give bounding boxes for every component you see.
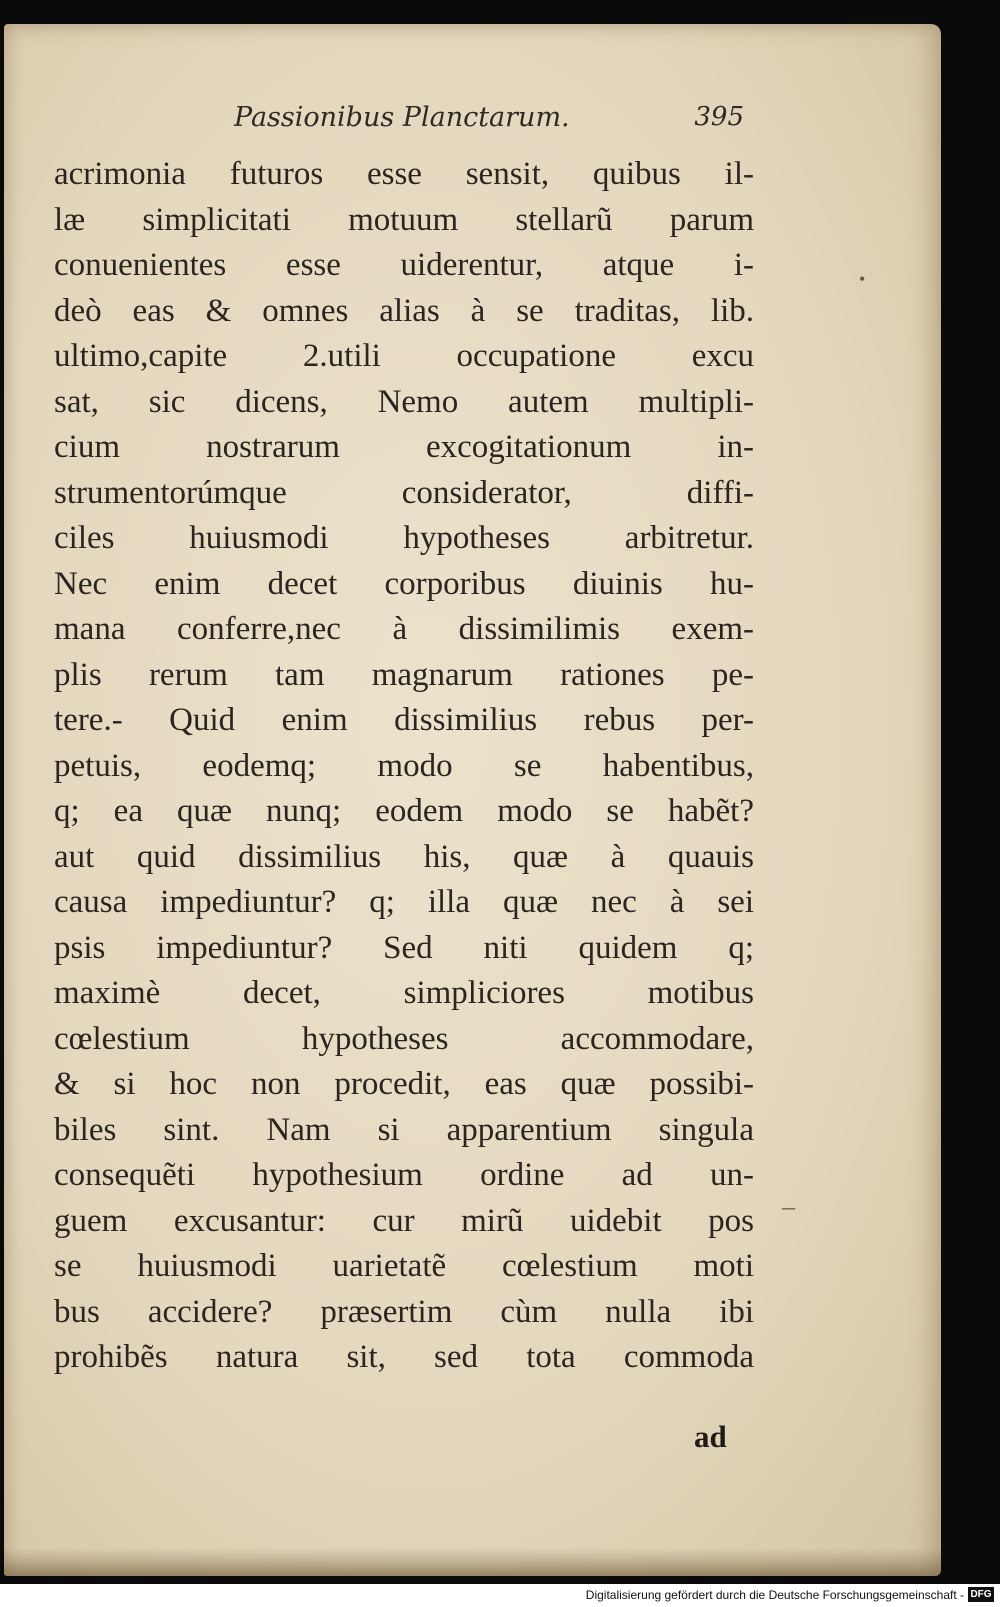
page-bottom-edge	[4, 1548, 941, 1576]
body-text	[54, 152, 754, 1381]
text-line: ultimo,capite 2.utili occupatione excu	[54, 338, 754, 374]
text-line: plis rerum tam magnarum rationes pe-	[54, 656, 754, 693]
text-line: consequẽti hypothesium ordine ad un-	[54, 1157, 754, 1193]
margin-dash-mark: –	[782, 1192, 795, 1221]
text-line: conuenientes esse uiderentur, atque i-	[54, 247, 754, 283]
text-line: aut quid dissimilius his, quæ à quauis	[54, 838, 754, 875]
margin-dot-mark: •	[859, 269, 866, 289]
text-line: sat, sic dicens, Nemo autem multipli-	[54, 383, 754, 420]
text-line: maximè decet, simpliciores motibus	[54, 975, 754, 1011]
text-line: prohibẽs natura sit, sed tota commoda	[54, 1339, 754, 1375]
running-head	[54, 102, 744, 142]
text-line: bus accidere? præsertim cùm nulla ibi	[54, 1293, 754, 1330]
running-head-title: Passionibus Planctarum.	[234, 102, 570, 133]
text-line: causa impediuntur? q; illa quæ nec à sei	[54, 884, 754, 920]
text-line: strumentorúmque considerator, diffi-	[54, 474, 754, 511]
text-line: biles sint. Nam si apparentium singula	[54, 1111, 754, 1148]
text-line: se huiusmodi uarietatẽ cœlestium moti	[54, 1248, 754, 1284]
dfg-logo: DFG	[968, 1587, 994, 1602]
text-line: q; ea quæ nunq; eodem modo se habẽt?	[54, 793, 754, 829]
text-line: guem excusantur: cur mirũ uidebit pos	[54, 1202, 754, 1239]
page-number: 395	[694, 102, 744, 132]
text-line: psis impediuntur? Sed niti quidem q;	[54, 929, 754, 966]
funding-credit: Digitalisierung gefördert durch die Deutsche Forschungsgemeinschaft -	[585, 1588, 964, 1602]
text-line: cœlestium hypotheses accommodare,	[54, 1020, 754, 1057]
text-line: mana conferre,nec à dissimilimis exem-	[54, 611, 754, 647]
text-line: ciles huiusmodi hypotheses arbitretur.	[54, 520, 754, 556]
book-page	[4, 24, 941, 1576]
text-line: Nec enim decet corporibus diuinis hu-	[54, 565, 754, 602]
catchword: ad	[694, 1419, 727, 1454]
footer-bar	[0, 1584, 1000, 1607]
text-line: tere.- Quid enim dissimilius rebus per-	[54, 702, 754, 738]
text-line: cium nostrarum excogitationum in-	[54, 429, 754, 465]
text-line: acrimonia futuros esse sensit, quibus il-	[54, 156, 754, 192]
text-line: deò eas & omnes alias à se traditas, lib.	[54, 292, 754, 329]
text-line: petuis, eodemq; modo se habentibus,	[54, 747, 754, 784]
text-line: læ simplicitati motuum stellarũ parum	[54, 201, 754, 238]
text-line: & si hoc non procedit, eas quæ possibi-	[54, 1066, 754, 1102]
